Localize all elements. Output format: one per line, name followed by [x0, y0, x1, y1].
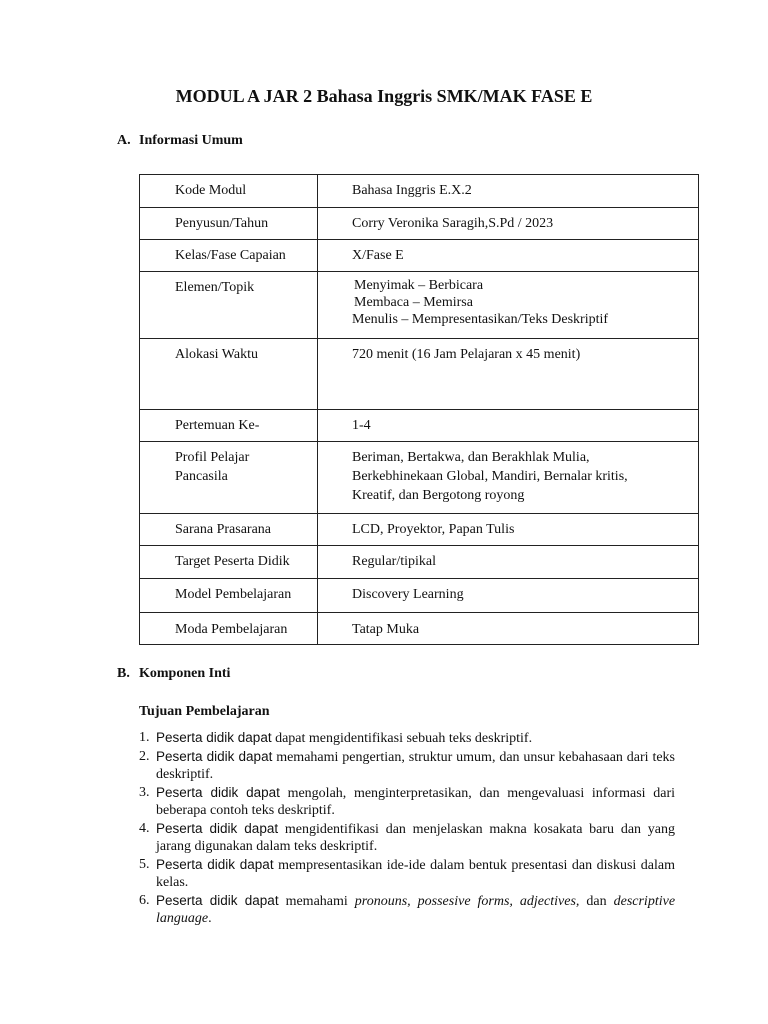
row-value [318, 514, 699, 546]
objective-subject: Peserta didik dapat [156, 892, 279, 908]
table-row [140, 272, 699, 339]
value-line: Menyimak – Berbicara [354, 278, 484, 293]
table-row [140, 546, 699, 579]
table-row [140, 613, 699, 645]
row-key: Pertemuan Ke- [140, 410, 318, 442]
value-line: Berkebhinekaan Global, Mandiri, Bernalar kritis, [352, 469, 628, 484]
value-line: Beriman, Bertakwa, dan Berakhlak Mulia, [352, 450, 590, 465]
objective-subject: Peserta didik dapat [156, 748, 273, 764]
objective-subject: Peserta didik dapat [156, 784, 280, 800]
row-key: Target Peserta Didik [140, 546, 318, 579]
row-key: Moda Pembelajaran [140, 613, 318, 645]
row-value [318, 613, 699, 645]
row-value [318, 272, 699, 339]
list-item [139, 729, 675, 748]
value-line: Kreatif, dan Bergotong royong [352, 488, 525, 503]
list-number: 5. [139, 856, 150, 872]
table-row [140, 410, 699, 442]
section-title: Informasi Umum [139, 133, 243, 148]
value-line: Discovery Learning [352, 587, 464, 602]
objective-subject: Peserta didik dapat [156, 730, 272, 745]
value-line: LCD, Proyektor, Papan Tulis [352, 522, 515, 537]
objectives-heading: Tujuan Pembelajaran [139, 704, 270, 719]
objective-text: mengidentifikasi dan menjelaskan makna kosakata baru dan yang jarang digunakan dalam teks deskriptif. [156, 821, 675, 854]
list-item [139, 856, 675, 892]
row-value [318, 546, 699, 579]
row-key: Sarana Prasarana [140, 514, 318, 546]
list-number: 4. [139, 820, 150, 836]
list-number: 6. [139, 892, 150, 908]
value-line: Bahasa Inggris E.X.2 [352, 183, 472, 198]
section-a-heading [117, 133, 243, 149]
section-b-heading [117, 666, 230, 682]
row-value [318, 410, 699, 442]
table-row [140, 240, 699, 272]
row-key: Penyusun/Tahun [140, 208, 318, 240]
section-title: Komponen Inti [139, 666, 231, 681]
value-line: 1-4 [352, 418, 371, 433]
row-key: Profil Pelajar Pancasila [140, 442, 318, 514]
objectives-list [139, 729, 675, 928]
row-value [318, 240, 699, 272]
list-number: 2. [139, 748, 150, 764]
row-key: Model Pembelajaran [140, 579, 318, 613]
list-item [139, 892, 675, 928]
row-value [318, 175, 699, 208]
list-item [139, 784, 675, 820]
objective-text: dan [579, 893, 614, 909]
table-row [140, 175, 699, 208]
row-value [318, 208, 699, 240]
value-line: Tatap Muka [352, 622, 420, 637]
row-key: Kode Modul [140, 175, 318, 208]
objective-text: mengolah, menginterpretasikan, dan mengevaluasi informasi dari beberapa contoh teks deskriptif. [156, 785, 675, 818]
value-line: Menulis – Mempresentasikan/Teks Deskriptif [352, 312, 609, 327]
row-key: Elemen/Topik [140, 272, 318, 339]
section-letter: B. [117, 666, 130, 681]
value-line: Membaca – Memirsa [354, 295, 473, 310]
objective-text: . [208, 911, 212, 926]
table-row [140, 339, 699, 410]
row-value [318, 579, 699, 613]
list-number: 3. [139, 784, 150, 800]
value-line: Regular/tipikal [352, 554, 436, 569]
row-value [318, 442, 699, 514]
list-number: 1. [139, 730, 150, 745]
table-row [140, 579, 699, 613]
objective-text: memahami pengertian, struktur umum, dan unsur kebahasaan dari teks deskriptif. [156, 749, 675, 782]
row-key: Alokasi Waktu [140, 339, 318, 410]
table-row [140, 208, 699, 240]
objective-italic-text: descriptive language [156, 893, 676, 926]
table-row [140, 442, 699, 514]
row-key: Kelas/Fase Capaian [140, 240, 318, 272]
objective-text: dapat mengidentifikasi sebuah teks deskriptif. [271, 731, 533, 746]
objective-text: mempresentasikan ide-ide dalam bentuk presentasi dan diskusi dalam kelas. [156, 857, 675, 890]
objective-text: memahami [278, 893, 355, 909]
value-line: Corry Veronika Saragih,S.Pd / 2023 [352, 216, 554, 231]
value-line: X/Fase E [352, 248, 404, 263]
objective-subject: Peserta didik dapat [156, 856, 274, 872]
objective-italic-text: pronouns, possesive forms, adjectives, [354, 893, 580, 909]
list-item [139, 820, 675, 856]
table-row [140, 514, 699, 546]
objective-subject: Peserta didik dapat [156, 820, 279, 836]
section-letter: A. [117, 133, 131, 148]
page-title: MODUL A JAR 2 Bahasa Inggris SMK/MAK FASE E [175, 86, 593, 106]
value-line: 720 menit (16 Jam Pelajaran x 45 menit) [352, 347, 581, 362]
info-table [139, 174, 699, 645]
row-value [318, 339, 699, 410]
list-item [139, 748, 675, 784]
